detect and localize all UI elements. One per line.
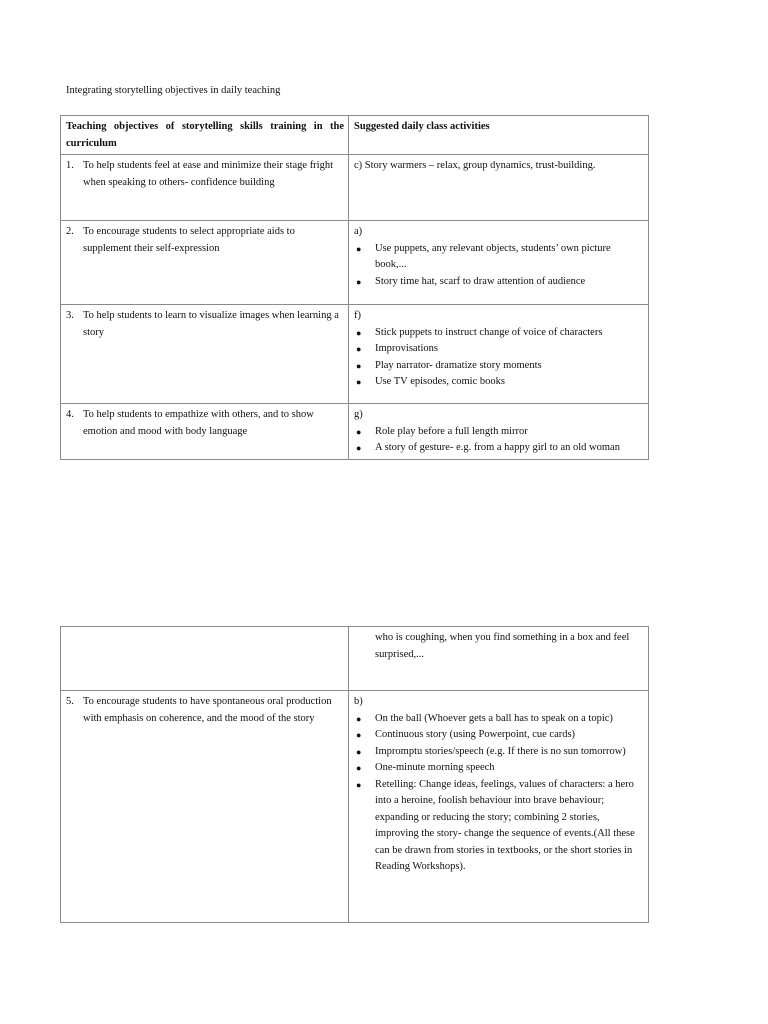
- bullet-icon: ●: [356, 763, 362, 773]
- objective-text: To help students to empathize with others, and to show emotion and mood with body language: [83, 409, 314, 437]
- table-row: [61, 691, 649, 923]
- bullet-icon: ●: [356, 730, 362, 740]
- bullet-icon: ●: [356, 443, 362, 453]
- list-item: ● Continuous story (using Powerpoint, cue cards): [354, 727, 644, 744]
- activity-label: c) Story warmers – relax, group dynamics, trust-building.: [354, 160, 596, 171]
- list-item: ● Play narrator- dramatize story moments: [354, 358, 644, 375]
- objective-text: To encourage students to select appropriate aids to supplement their self-expression: [83, 226, 295, 254]
- table-header-row: [61, 116, 649, 155]
- objectives-table-continued: [60, 626, 649, 923]
- objective-cell: [61, 155, 349, 221]
- activity-label: f): [354, 310, 361, 321]
- list-item: ● Use TV episodes, comic books: [354, 374, 644, 391]
- activity-cell: [349, 305, 649, 404]
- activity-list: [354, 711, 644, 876]
- objective-text: To encourage students to have spontaneous oral production with emphasis on coherence, and the mood of the story: [83, 696, 332, 724]
- activity-list: [354, 424, 644, 457]
- document-title: Integrating storytelling objectives in daily teaching: [66, 85, 281, 96]
- bullet-icon: ●: [356, 360, 362, 371]
- header-objectives: Teaching objectives of storytelling skills training in the curriculum: [61, 116, 349, 155]
- list-item: ● Use puppets, any relevant objects, students’ own picture book,...: [354, 241, 644, 274]
- bullet-icon: ●: [356, 746, 362, 757]
- list-item: ● Story time hat, scarf to draw attention of audience: [354, 274, 644, 291]
- activity-label: a): [354, 226, 363, 237]
- objective-number: 5.: [66, 696, 74, 707]
- list-item: ● Impromptu stories/speech (e.g. If there is no sun tomorrow): [354, 744, 644, 761]
- bullet-icon: ●: [356, 276, 362, 287]
- objective-cell: [61, 627, 349, 691]
- activity-cell: [349, 221, 649, 305]
- objectives-table: [60, 115, 649, 460]
- activity-list: [354, 325, 644, 391]
- activity-cell: [349, 404, 649, 460]
- objective-cell: [61, 404, 349, 460]
- bullet-icon: ●: [356, 377, 362, 387]
- bullet-icon: ●: [356, 243, 362, 254]
- objective-cell: [61, 221, 349, 305]
- list-item: ● Improvisations: [354, 341, 644, 358]
- list-item: ● On the ball (Whoever gets a ball has to speak on a topic): [354, 711, 644, 728]
- objective-number: 2.: [66, 226, 74, 237]
- list-item: ● One-minute morning speech: [354, 760, 644, 777]
- activity-label: g): [354, 409, 363, 420]
- bullet-icon: ●: [356, 713, 362, 724]
- activity-label: b): [354, 696, 363, 707]
- objective-cell: [61, 691, 349, 923]
- objective-number: 1.: [66, 160, 74, 171]
- objective-number: 4.: [66, 409, 74, 420]
- list-item: ● Retelling: Change ideas, feelings, values of characters: a hero into a heroine, foolish behaviour into brave behaviour; expanding or reducing the story; combining 2 stories, improving the story- change the sequence of events.(All these can be drawn from stories in textbooks, or the short stories in Reading Workshops).: [354, 777, 644, 876]
- bullet-icon: ●: [356, 426, 362, 437]
- table-row: [61, 627, 649, 691]
- objective-number: 3.: [66, 310, 74, 321]
- activity-cell: [349, 627, 649, 691]
- objective-cell: [61, 305, 349, 404]
- objective-text: To help students feel at ease and minimize their stage fright when speaking to others- confidence building: [83, 160, 334, 188]
- list-item: ● Role play before a full length mirror: [354, 424, 644, 441]
- table-row: [61, 221, 649, 305]
- bullet-icon: ●: [356, 779, 362, 790]
- list-item: ● A story of gesture- e.g. from a happy girl to an old woman: [354, 440, 644, 457]
- activity-cell: [349, 691, 649, 923]
- header-activities: Suggested daily class activities: [349, 116, 649, 155]
- bullet-icon: ●: [356, 327, 362, 338]
- bullet-icon: ●: [356, 344, 362, 354]
- table-row: [61, 155, 649, 221]
- activity-continuation: who is coughing, when you find something in a box and feel surprised,...: [375, 632, 630, 660]
- list-item: ● Stick puppets to instruct change of voice of characters: [354, 325, 644, 342]
- objective-text: To help students to learn to visualize images when learning a story: [83, 310, 339, 338]
- table-row: [61, 305, 649, 404]
- table-row: [61, 404, 649, 460]
- activity-cell: [349, 155, 649, 221]
- activity-list: [354, 241, 644, 291]
